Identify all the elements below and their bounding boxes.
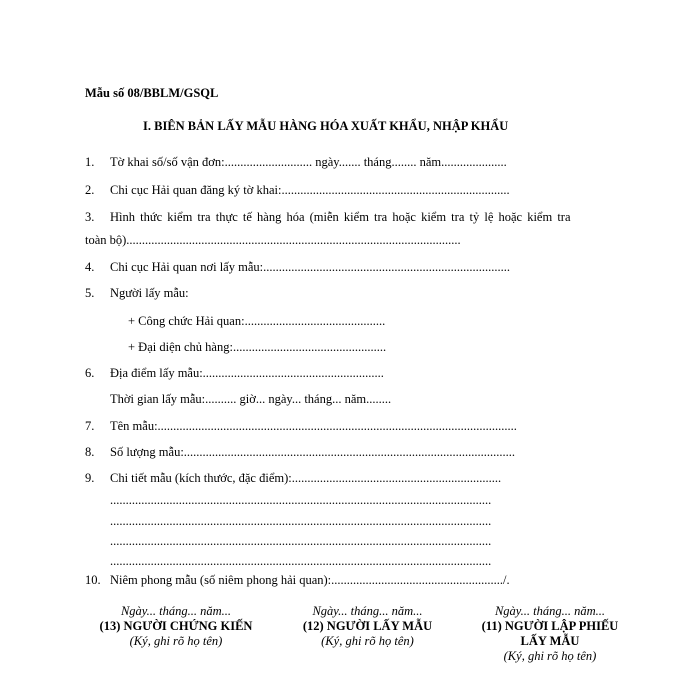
- sub-item: Thời gian lấy mẫu:.......... giờ... ngày... tháng... năm........: [110, 392, 392, 406]
- item-text: Tờ khai số/số vận đơn:............................ ngày....... tháng........ năm.....................: [110, 155, 507, 169]
- signature-note: (Ký, ghi rõ họ tên): [321, 634, 414, 648]
- dotted-line: ..........................................................................................................................: [110, 554, 492, 568]
- item-text: Số lượng mẫu:..........................................................................................................: [110, 445, 516, 459]
- item-number: 10.: [85, 573, 101, 587]
- item-number: 7.: [85, 419, 95, 433]
- signature-sampler: [280, 604, 455, 649]
- signature-title: (11) NGƯỜI LẬP PHIẾU: [481, 619, 619, 633]
- signature-title-line2: LẤY MẪU: [520, 634, 580, 648]
- item-number: 4.: [85, 260, 95, 274]
- item-text: Niêm phong mẫu (số niêm phong hải quan):......................................................./.: [110, 573, 510, 587]
- signature-report-maker: [465, 604, 635, 664]
- item-text: Chi cục Hải quan nơi lấy mẫu:...............................................................................: [110, 260, 510, 274]
- signature-title: (12) NGƯỜI LẤY MẪU: [302, 619, 433, 633]
- item-number: 8.: [85, 445, 95, 459]
- item-number: 6.: [85, 366, 95, 380]
- signature-date: Ngày... tháng... năm...: [494, 604, 606, 618]
- item-text: Người lấy mẫu:: [110, 286, 189, 300]
- item-number: 3.: [85, 210, 95, 224]
- signature-note: (Ký, ghi rõ họ tên): [503, 649, 597, 663]
- form-number: Mẫu số 08/BBLM/GSQL: [85, 86, 219, 100]
- sub-item: + Công chức Hải quan:.............................................: [128, 314, 386, 328]
- item-text: Địa điểm lấy mẫu:..........................................................: [110, 366, 384, 380]
- item-text: Hình thức kiểm tra thực tế hàng hóa (miễn kiểm tra hoặc kiểm tra tỷ lệ hoặc kiểm tra: [110, 210, 571, 224]
- signature-title: (13) NGƯỜI CHỨNG KIẾN: [99, 619, 253, 633]
- item-number: 5.: [85, 286, 95, 300]
- signature-witness: [86, 604, 266, 649]
- dotted-line: ..........................................................................................................................: [110, 534, 492, 548]
- document-title: I. BIÊN BẢN LẤY MẪU HÀNG HÓA XUẤT KHẨU, NHẬP KHẨU: [143, 119, 509, 133]
- signature-note: (Ký, ghi rõ họ tên): [129, 634, 223, 648]
- dotted-line: ..........................................................................................................................: [110, 514, 492, 528]
- item-number: 1.: [85, 155, 95, 169]
- signature-date: Ngày... tháng... năm...: [312, 604, 423, 618]
- signature-date: Ngày... tháng... năm...: [120, 604, 232, 618]
- item-text: Chi tiết mẫu (kích thước, đặc điểm):...................................................................: [110, 471, 502, 485]
- item-text-continued: toàn bộ)...........................................................................................................: [85, 233, 461, 247]
- sub-item: + Đại diện chủ hàng:.................................................: [128, 340, 387, 354]
- item-number: 9.: [85, 471, 95, 485]
- item-text: Chi cục Hải quan đăng ký tờ khai:.........................................................................: [110, 183, 510, 197]
- dotted-line: ..........................................................................................................................: [110, 493, 492, 507]
- item-number: 2.: [85, 183, 95, 197]
- item-text: Tên mẫu:...................................................................................................................: [110, 419, 517, 433]
